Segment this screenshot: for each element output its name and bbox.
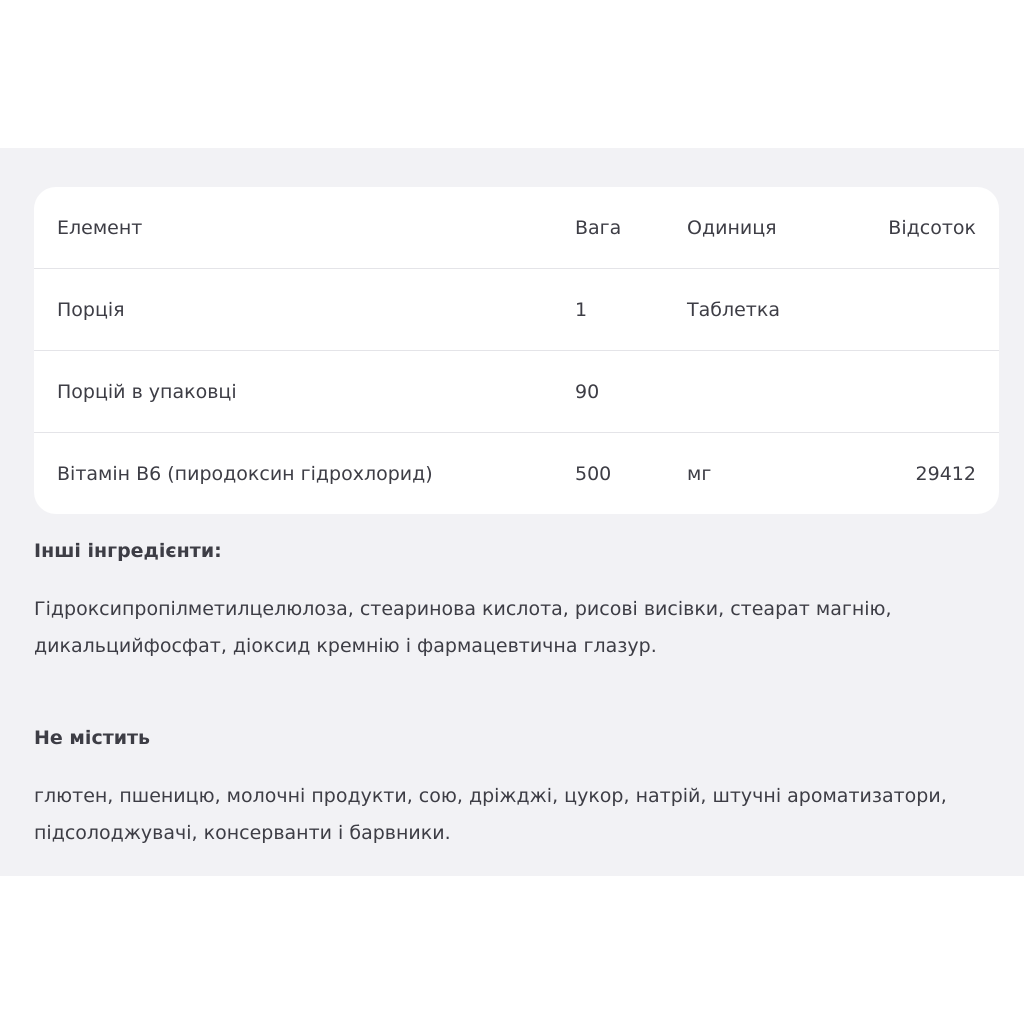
free-from-heading: Не містить [34,727,151,749]
other-ingredients-section [34,540,994,665]
column-header-percent: Відсоток [888,216,976,239]
other-ingredients-heading: Інші інгредієнти: [34,540,222,562]
table-header-row [34,187,999,269]
table-row [34,269,999,351]
other-ingredients-text: Гідроксипропілметилцелюлоза, стеаринова кислота, рисові висівки, стеарат магнію, дикальцийфосфат, діоксид кремнію і фармацевтична глазур. [34,598,892,657]
row-percent: 29412 [915,463,976,485]
row-weight: 500 [575,463,612,485]
column-header-weight: Вага [575,216,622,239]
free-from-text: глютен, пшеницю, молочні продукти, сою, дріжджі, цукор, натрій, штучні ароматизатори, підсолоджувачі, консерванти і барвники. [34,785,947,844]
column-header-unit: Одиниця [687,216,777,239]
row-weight: 1 [575,298,588,321]
row-name: Порцій в упаковці [57,380,237,403]
nutrition-table [34,187,999,514]
row-unit: мг [687,463,712,485]
table-row [34,351,999,433]
table-row [34,433,999,514]
column-header-element: Елемент [57,216,143,239]
row-name: Вітамін B6 (пиродоксин гідрохлорид) [57,463,433,485]
row-name: Порція [57,298,125,321]
row-unit: Таблетка [687,298,780,321]
row-weight: 90 [575,380,600,403]
free-from-section [34,727,994,852]
